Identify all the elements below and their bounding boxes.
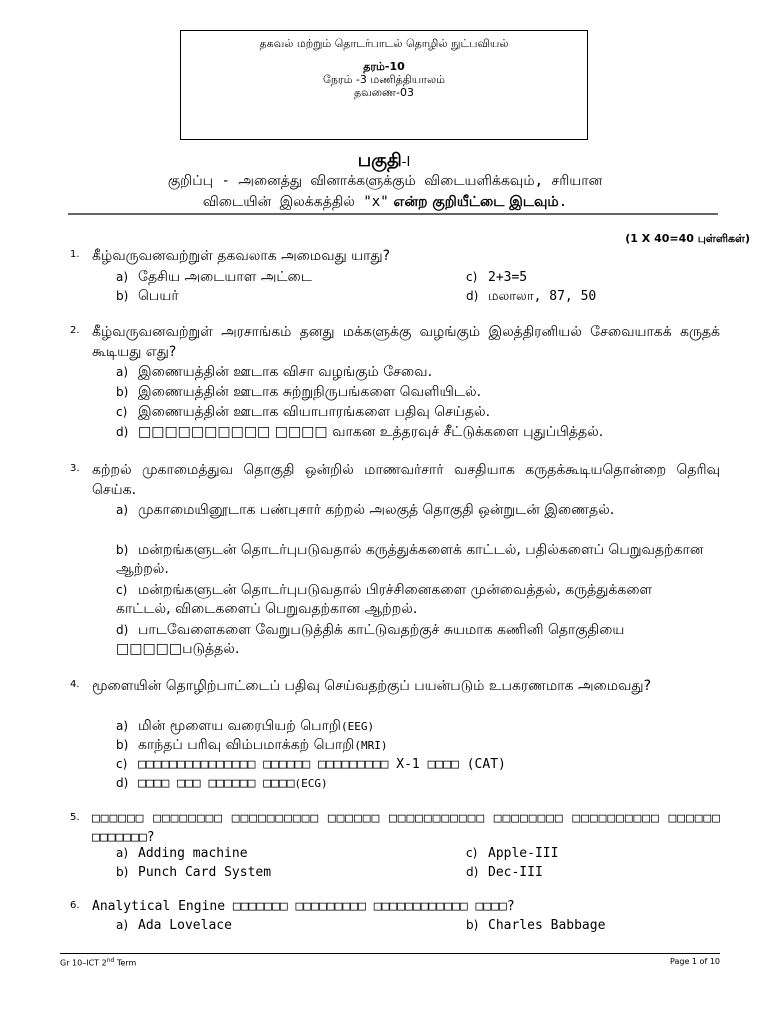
option-label: a) [116,503,129,517]
option-text: மன்றங்களுடன் தொடர்புபடுவதால் பிரச்சினைகளை முன்வைத்தல், கருத்துக்களை காட்டல், விடைகளைப் பெறுவதற்கான ஆற்றல். [116,582,653,617]
question-text: கீழ்வருவனவற்றுள் தகவலாக அமைவது யாது? [92,248,391,264]
question-number: 1. [70,249,80,260]
option-b[interactable] [116,383,481,402]
option-text: Dec-III [488,865,543,880]
option-c[interactable] [116,581,706,619]
option-label: d) [116,623,129,637]
footer-page-number: Page 1 of 10 [670,957,720,966]
option-text: பெயர் [138,288,179,304]
instruction-line-2-c: . [558,194,568,210]
option-c[interactable] [116,403,490,422]
option-label: c) [116,583,128,597]
footer-course-text: Gr 10–ICT 2 [60,958,107,968]
marks-allocation: (1 X 40=40 புள்ளிகள்) [625,232,750,245]
option-a[interactable] [116,844,248,863]
option-label: d) [116,776,129,790]
option-label: a) [116,719,129,733]
option-text: மின் மூளைய வரைபியற் பொறி [138,718,341,734]
option-a[interactable] [116,363,432,382]
option-text: □□□□□□□□□□□□□□□ □□□□□□ □□□□□□□□□ X-1 □□□□ (CAT) [138,757,506,772]
question-text: கீழ்வருவனவற்றுள் அரசாங்கம் தனது மக்களுக்கு வழங்கும் இலத்திரனியல் சேவையாகக் கருதக் கூடியது எது? [92,324,720,360]
option-text: Apple-III [488,846,559,861]
option-label: a) [116,270,129,284]
footer-term-text: Term [114,958,137,968]
option-d[interactable] [466,287,596,306]
option-c[interactable] [466,844,558,863]
option-b[interactable] [116,863,271,882]
option-label: b) [466,918,479,932]
option-text: தேசிய அடையாள அட்டை [138,269,312,285]
instruction-line-2-a: விடையின் இலக்கத்தில் "x" [202,194,389,210]
option-label: a) [116,365,129,379]
option-label: b) [116,385,129,399]
option-c[interactable] [116,755,506,774]
section-title-text: பகுதி [357,150,402,171]
option-label: c) [116,757,128,771]
question-text: மூளையின் தொழிற்பாட்டைப் பதிவு செய்வதற்குப் பயன்படும் உபகரணமாக அமைவது? [92,678,651,694]
instruction-line-2-b: என்ற குறியீட்டை இடவும் [388,194,559,210]
option-label: b) [116,865,129,879]
option-label: b) [116,543,129,557]
option-b[interactable] [116,736,387,755]
option-label: c) [466,270,478,284]
option-label: b) [116,289,129,303]
option-text: மலாலா, 87, 50 [488,289,597,304]
option-text: இணையத்தின் ஊடாக வியாபாரங்களை பதிவு செய்தல். [138,404,491,420]
question-number: 3. [70,463,80,474]
option-b[interactable] [116,541,706,579]
question-text: Analytical Engine □□□□□□□ □□□□□□□□□ □□□□□□□□□□□□ □□□□? [92,899,515,914]
option-label: d) [466,865,479,879]
question-text: கற்றல் முகாமைத்துவ தொகுதி ஒன்றில் மாணவர்சார் வசதியாக கருதக்கூடியதொன்றை தெரிவு செய்க. [92,462,720,498]
subject-title: தகவல் மற்றும் தொடர்பாடல் தொழில் நுட்பவியல் [259,37,509,50]
time-label: நேரம் -3 மணித்தியாலம் [323,73,445,86]
grade-label: தரம்-10 [363,60,405,73]
question-number: 2. [70,325,80,336]
option-text: Adding machine [138,846,248,861]
option-label: b) [116,738,129,752]
option-d[interactable] [116,621,706,659]
option-a[interactable] [116,916,232,935]
question-number: 6. [70,900,80,911]
section-title-number: -I [401,155,411,170]
question-text: □□□□□□ □□□□□□□□ □□□□□□□□□□ □□□□□□ □□□□□□□□□□□ □□□□□□□□ □□□□□□□□□□ □□□□□□ □□□□□□□? [92,811,720,845]
option-text: Punch Card System [138,865,272,880]
option-text: காந்தப் பரிவு விம்பமாக்கற் பொறி [138,737,355,753]
option-a[interactable] [116,501,706,520]
option-label: a) [116,846,129,860]
option-text: பாடவேளைகளை வேறுபடுத்திக் காட்டுவதற்குச் சுயமாக கணினி தொகுதியை □□□□□படுத்தல். [116,622,625,657]
option-code: (ECG) [294,777,328,790]
option-label: d) [116,425,129,439]
option-d[interactable] [116,774,328,793]
option-d[interactable] [116,423,603,442]
section-divider [68,213,718,215]
option-text: □□□□□□□□□□ □□□□ வாகன உத்தரவுச் சீட்டுக்களை புதுப்பித்தல். [138,424,604,440]
section-title [0,150,768,173]
option-label: c) [116,405,128,419]
instruction-line-2 [60,192,710,213]
question-number: 5. [70,812,80,823]
term-label: தவணை-03 [353,86,415,99]
option-text: இணையத்தின் ஊடாக சுற்றுநிருபங்களை வெளியிடல். [138,384,482,400]
footer-rule [60,953,720,954]
question-number: 4. [70,679,80,690]
option-text: Charles Babbage [488,918,606,933]
option-a[interactable] [116,268,312,287]
option-label: c) [466,846,478,860]
option-d[interactable] [466,863,543,882]
option-b[interactable] [116,287,179,306]
option-code: (EEG) [340,720,375,733]
option-code: (MRI) [354,739,388,752]
option-label: d) [466,289,479,303]
option-text: மன்றங்களுடன் தொடர்புபடுவதால் கருத்துக்களைக் காட்டல், பதில்களைப் பெறுவதற்கான ஆற்றல். [116,542,704,577]
option-label: a) [116,918,129,932]
exam-header-box [180,30,588,140]
option-text: 2+3=5 [488,270,528,285]
option-text: இணையத்தின் ஊடாக விசா வழங்கும் சேவை. [138,364,433,380]
option-text: □□□□ □□□ □□□□□□ □□□□ [138,776,295,791]
option-c[interactable] [466,268,527,287]
option-text: முகாமையினூடாக பண்புசார் கற்றல் அலகுத் தொகுதி ஒன்றுடன் இணைதல். [138,502,615,518]
option-a[interactable] [116,717,374,736]
footer-course-label [60,957,136,968]
option-text: Ada Lovelace [138,918,232,933]
footer-course-sup: nd [106,957,115,964]
instruction-line-1: குறிப்பு - அனைத்து வினாக்களுக்கும் விடையளிக்கவும், சரியான [167,173,603,189]
option-b[interactable] [466,916,605,935]
